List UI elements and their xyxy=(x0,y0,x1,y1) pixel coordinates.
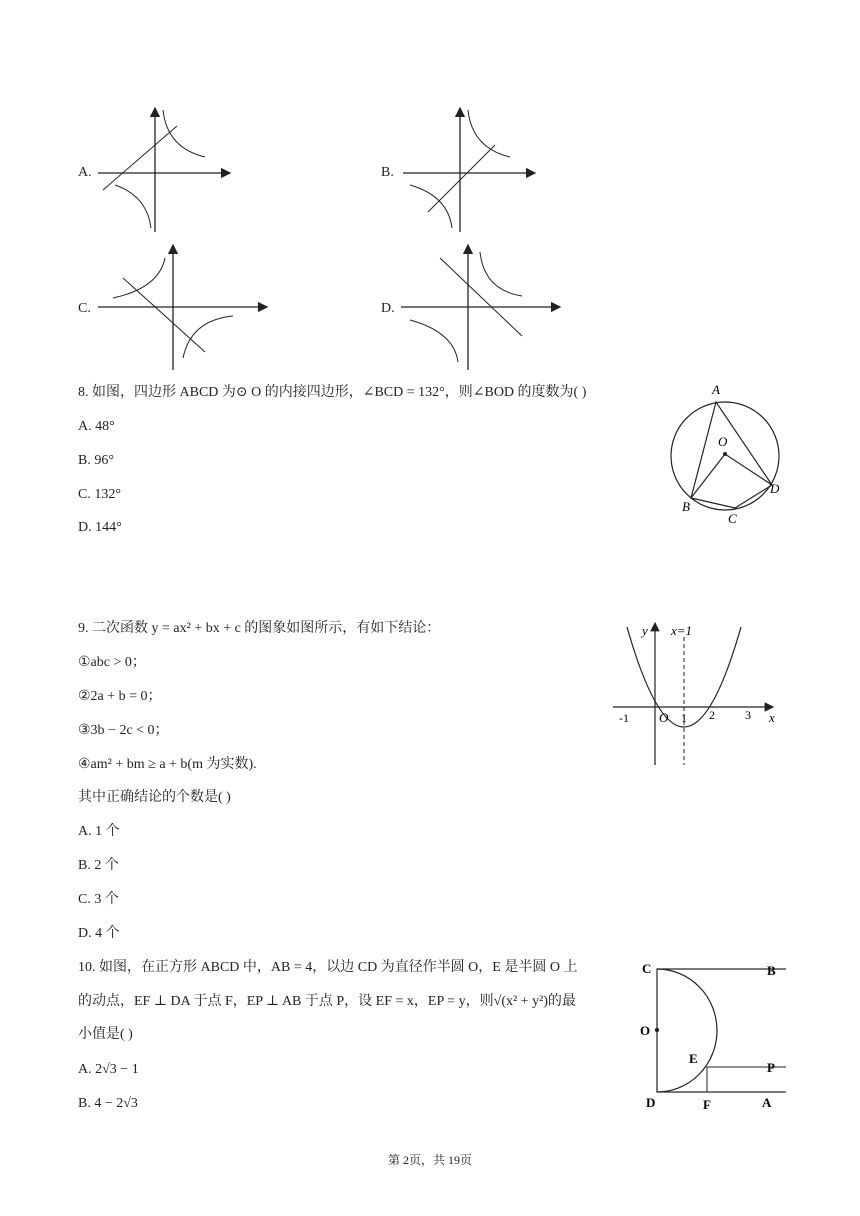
q7-option-b-graph xyxy=(400,100,545,235)
q7-option-d-graph xyxy=(398,240,568,375)
q8-option-c[interactable]: C. 132° xyxy=(78,487,121,502)
q9-tick-2: 2 xyxy=(709,708,715,722)
q7-option-c-graph xyxy=(95,240,275,375)
q9-conclusion-2: ②2a + b = 0； xyxy=(78,689,162,704)
q10-label-a: A xyxy=(762,1095,772,1110)
q8-label-c: C xyxy=(728,511,737,526)
q7-option-a-graph xyxy=(95,100,240,235)
q9-axis-label: x=1 xyxy=(671,623,693,638)
q10-label-b: B xyxy=(767,963,776,978)
page-footer: 第 2页，共 19页 xyxy=(387,1153,472,1167)
q8-label-d: D xyxy=(770,481,780,496)
q9-tick-3: 3 xyxy=(745,708,751,722)
q9-conclusion-1: ①abc > 0； xyxy=(78,655,146,670)
q8-option-d[interactable]: D. 144° xyxy=(78,520,122,535)
q8-label-a: A xyxy=(712,382,720,397)
q8-label-b: B xyxy=(682,499,690,514)
q10-option-b[interactable]: B. 4 − 2√3 xyxy=(78,1096,138,1111)
q8-circle-figure xyxy=(662,378,802,528)
q9-option-d[interactable]: D. 4 个 xyxy=(78,926,120,941)
q7-option-c-label: C. xyxy=(78,301,91,316)
q9-x-label: x xyxy=(769,710,775,725)
q10-label-e: E xyxy=(689,1051,698,1066)
q10-label-o: O xyxy=(640,1023,651,1038)
q10-stem-line1: 10. 如图，在正方形 ABCD 中，AB = 4，以边 CD 为直径作半圆 O，E 是半圆 O 上 xyxy=(78,960,578,975)
q10-stem-line3: 小值是( ) xyxy=(78,1027,133,1042)
q10-label-c: C xyxy=(642,961,652,976)
q10-square-figure xyxy=(636,955,786,1115)
q10-label-d: D xyxy=(646,1095,656,1110)
q8-label-o: O xyxy=(718,434,728,449)
q8-option-a[interactable]: A. 48° xyxy=(78,419,115,434)
q9-question: 其中正确结论的个数是( ) xyxy=(78,790,231,805)
q9-option-a[interactable]: A. 1 个 xyxy=(78,824,120,839)
q7-option-b-label: B. xyxy=(381,165,394,180)
q8-option-b[interactable]: B. 96° xyxy=(78,453,114,468)
q9-tick-neg1: -1 xyxy=(619,711,629,725)
q10-label-f: F xyxy=(703,1097,711,1112)
q9-conclusion-3: ③3b − 2c < 0； xyxy=(78,723,169,738)
q9-parabola-figure xyxy=(605,615,785,775)
q9-tick-1: 1 xyxy=(681,711,687,725)
q7-option-d-label: D. xyxy=(381,301,395,316)
q9-y-label: y xyxy=(642,623,648,638)
q9-origin-label: O xyxy=(659,710,669,725)
q7-option-a-label: A. xyxy=(78,165,92,180)
q10-option-a[interactable]: A. 2√3 − 1 xyxy=(78,1062,139,1077)
q9-stem: 9. 二次函数 y = ax² + bx + c 的图象如图所示，有如下结论： xyxy=(78,621,441,636)
q8-stem: 8. 如图，四边形 ABCD 为⊙ O 的内接四边形，∠BCD = 132°，则∠BOD 的度数为( ) xyxy=(78,385,587,400)
q10-label-p: P xyxy=(767,1060,775,1075)
q9-conclusion-4: ④am² + bm ≥ a + b(m 为实数). xyxy=(78,757,257,772)
q9-option-b[interactable]: B. 2 个 xyxy=(78,858,119,873)
q10-stem-line2: 的动点，EF ⊥ DA 于点 F，EP ⊥ AB 于点 P，设 EF = x，EP = y，则√(x² + y²)的最 xyxy=(78,994,576,1009)
q9-option-c[interactable]: C. 3 个 xyxy=(78,892,119,907)
